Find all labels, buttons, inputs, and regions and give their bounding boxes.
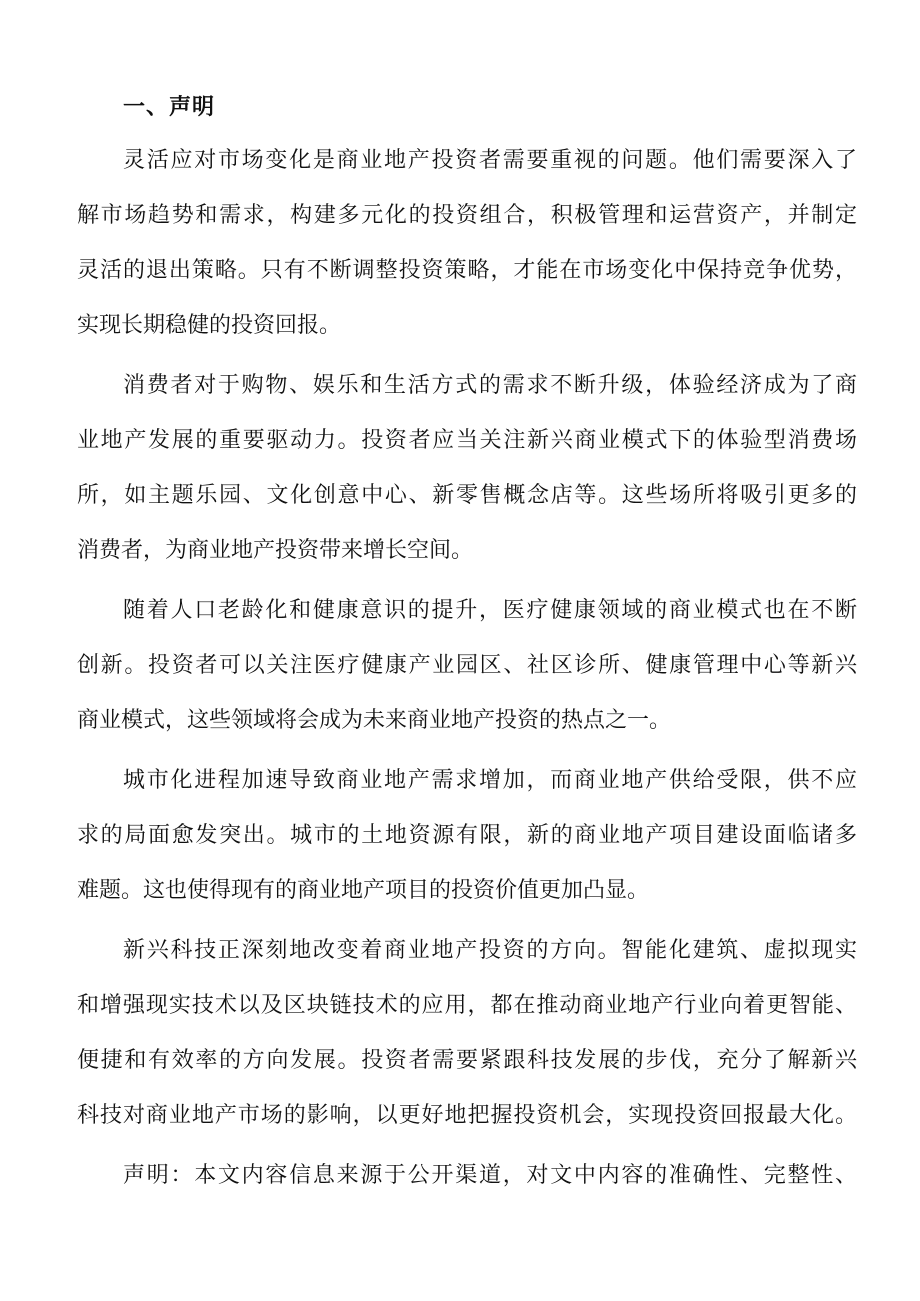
paragraph-line: 解市场趋势和需求，构建多元化的投资组合，积极管理和运营资产，并制定 [77,203,857,228]
paragraph-line: 所，如主题乐园、文化创意中心、新零售概念店等。这些场所将吸引更多的 [77,483,857,508]
paragraph-line: 城市化进程加速导致商业地产需求增加，而商业地产供给受限，供不应 [123,768,857,793]
paragraph-line: 新兴科技正深刻地改变着商业地产投资的方向。智能化建筑、虚拟现实 [123,938,857,963]
paragraph-line: 灵活应对市场变化是商业地产投资者需要重视的问题。他们需要深入了 [123,148,857,173]
paragraph-line: 实现长期稳健的投资回报。 [77,313,342,338]
paragraph-line: 创新。投资者可以关注医疗健康产业园区、社区诊所、健康管理中心等新兴 [77,653,857,678]
paragraph-market-adaptation [77,133,857,353]
paragraph-disclaimer [77,1148,857,1203]
paragraph-line: 科技对商业地产市场的影响，以更好地把握投资机会，实现投资回报最大化。 [77,1103,857,1128]
paragraph-line: 声明：本文内容信息来源于公开渠道，对文中内容的准确性、完整性、 [123,1163,857,1188]
paragraph-experience-economy [77,358,857,578]
paragraph-line: 随着人口老龄化和健康意识的提升，医疗健康领域的商业模式也在不断 [123,598,857,623]
paragraph-healthcare [77,583,857,748]
paragraph-line: 消费者，为商业地产投资带来增长空间。 [77,538,474,563]
paragraph-line: 商业模式，这些领域将会成为未来商业地产投资的热点之一。 [77,708,672,733]
paragraph-line: 便捷和有效率的方向发展。投资者需要紧跟科技发展的步伐，充分了解新兴 [77,1048,857,1073]
section-heading: 一、声明 [123,94,216,120]
paragraph-line: 求的局面愈发突出。城市的土地资源有限，新的商业地产项目建设面临诸多 [77,823,857,848]
paragraph-line: 和增强现实技术以及区块链技术的应用，都在推动商业地产行业向着更智能、 [77,993,857,1018]
paragraph-line: 灵活的退出策略。只有不断调整投资策略，才能在市场变化中保持竞争优势， [77,258,857,283]
paragraph-urbanization [77,753,857,918]
paragraph-line: 难题。这也使得现有的商业地产项目的投资价值更加凸显。 [77,878,650,903]
paragraph-line: 消费者对于购物、娱乐和生活方式的需求不断升级，体验经济成为了商 [123,373,857,398]
paragraph-line: 业地产发展的重要驱动力。投资者应当关注新兴商业模式下的体验型消费场 [77,428,857,453]
paragraph-technology [77,923,857,1143]
